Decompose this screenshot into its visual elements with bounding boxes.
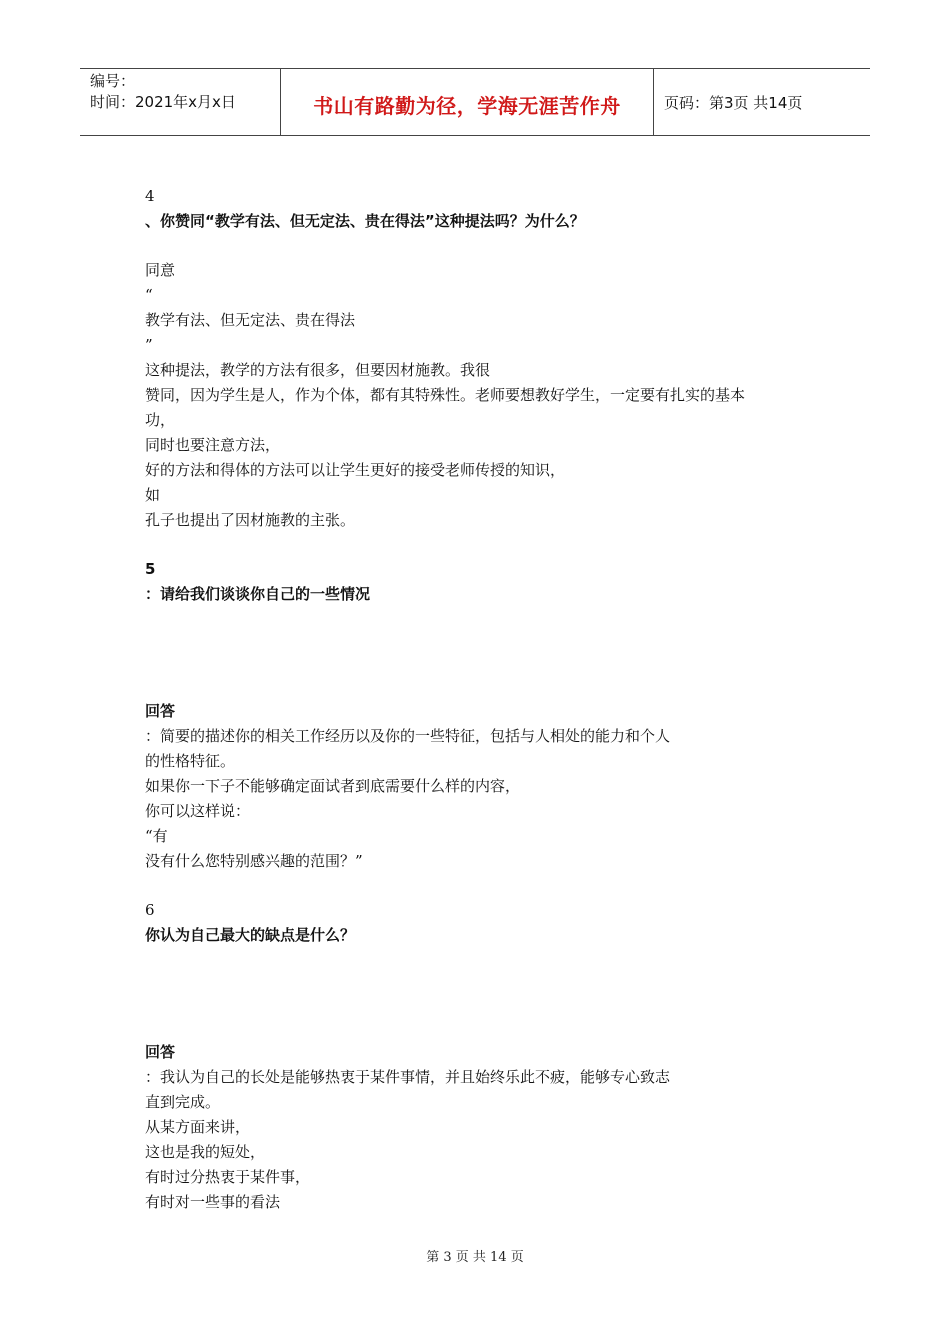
q4-answer-line: 赞同，因为学生是人，作为个体，都有其特殊性。老师要想教好学生，一定要有扎实的基本 [145,386,746,404]
q5-answer-line: “有 [145,827,168,845]
footer-page-number: 第 3 页 共 14 页 [426,1250,524,1265]
q4-answer-line: 教学有法、但无定法、贵在得法 [145,311,356,329]
q4-answer-line: 这种提法，教学的方法有很多，但要因材施教。我很 [145,361,491,379]
q5-question: ：请给我们谈谈你自己的一些情况 [145,585,371,603]
q4-answer-line: 功， [145,411,176,429]
q4-answer-line: 好的方法和得体的方法可以让学生更好的接受老师传授的知识， [145,461,566,479]
q6-answer-heading: 回答 [145,1043,176,1061]
q5-answer-line: 如果你一下子不能够确定面试者到底需要什么样的内容， [145,777,521,795]
q6-answer-line: 这也是我的短处， [145,1143,266,1161]
page-label: 页码：第3页 共14页 [664,93,803,112]
time-label: 时间：2021年x月x日 [90,93,236,111]
q5-answer-line: 的性格特征。 [145,752,236,770]
q5-answer-line: ：简要的描述你的相关工作经历以及你的一些特征，包括与人相处的能力和个人 [145,727,671,745]
q4-number: 4 [145,187,155,205]
q6-number: 6 [145,901,155,919]
q6-answer-line: 直到完成。 [145,1093,221,1111]
number-label: 编号： [90,72,136,90]
q6-answer-line: 有时过分热衷于某件事， [145,1168,311,1186]
q6-answer-line: 从某方面来讲， [145,1118,251,1136]
q4-answer-line: 同时也要注意方法， [145,436,281,454]
q5-answer-line: 没有什么您特别感兴趣的范围？” [145,852,363,870]
header-meta-cell [80,69,281,135]
q6-answer-line: 有时对一些事的看法 [145,1193,281,1211]
q4-question: 、你赞同“教学有法、但无定法、贵在得法”这种提法吗？为什么？ [145,212,585,230]
page-footer [0,1246,950,1265]
q6-answer-line: ：我认为自己的长处是能够热衷于某件事情，并且始终乐此不疲，能够专心致志 [145,1068,671,1086]
motto: 书山有路勤为径，学海无涯苦作舟 [313,93,621,118]
q4-answer-line: 如 [145,486,161,504]
q4-answer-line: “ [145,286,153,304]
header-motto-cell [281,69,654,135]
q4-answer-line: ” [145,336,153,354]
q4-answer-line: 孔子也提出了因材施教的主张。 [145,511,356,529]
q5-answer-line: 你可以这样说： [145,802,251,820]
page-header [80,68,870,136]
q4-answer-line: 同意 [145,261,176,279]
q5-number: 5 [145,560,156,578]
q6-question: 你认为自己最大的缺点是什么？ [145,926,356,944]
header-page-cell [654,69,870,135]
q5-answer-heading: 回答 [145,702,176,720]
document-body [145,184,805,1215]
